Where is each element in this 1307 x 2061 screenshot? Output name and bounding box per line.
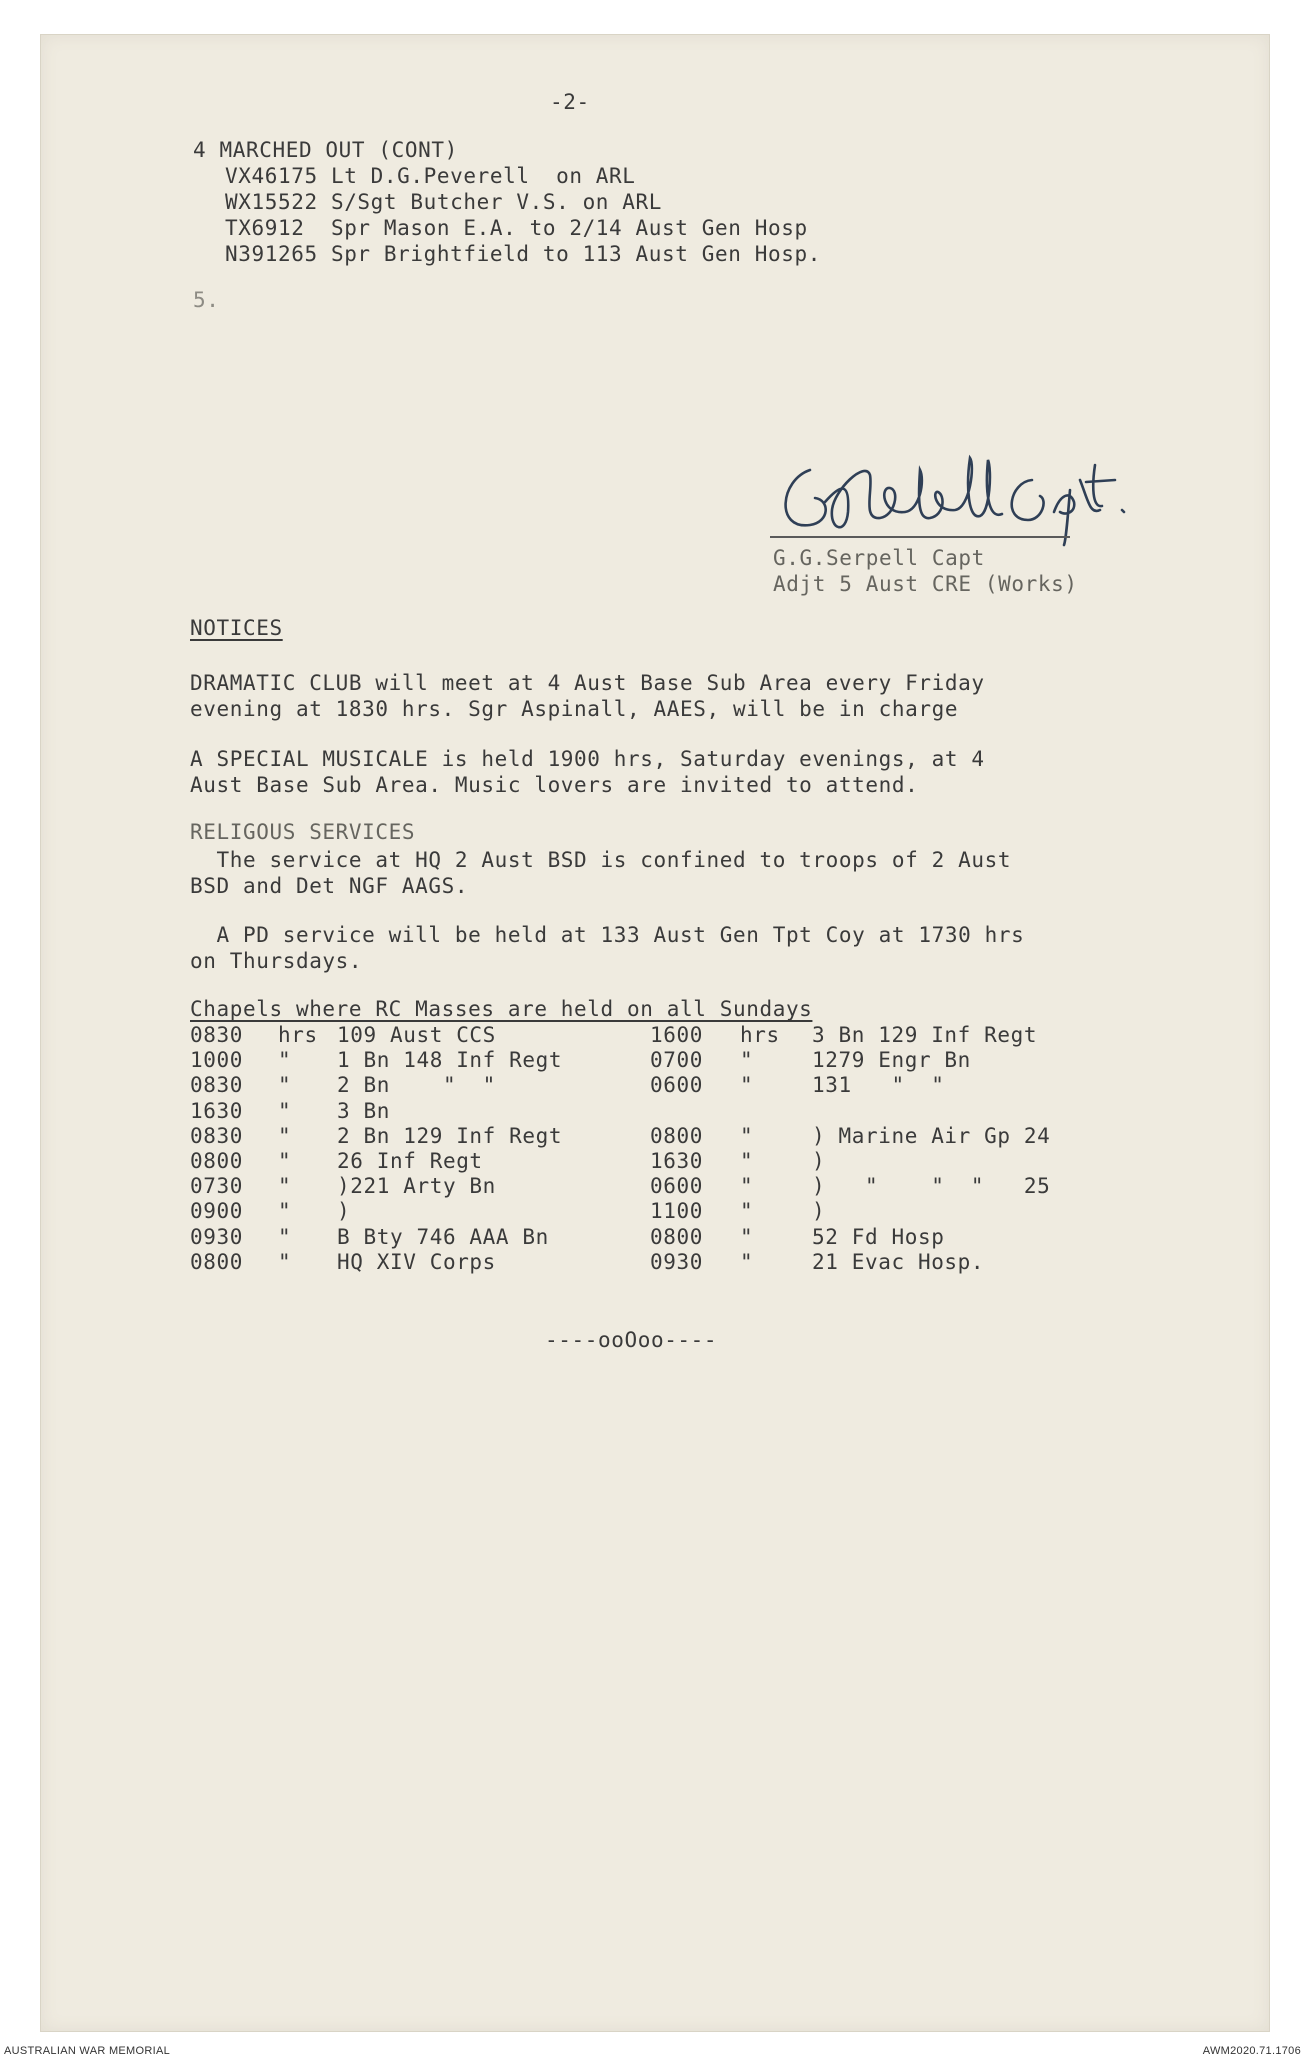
chapel-unit-cell: hrs	[278, 1023, 318, 1047]
chapel-place-cell: )	[812, 1149, 826, 1173]
dramatic-club-line: evening at 1830 hrs. Sgr Aspinall, AAES, will be in charge	[190, 697, 959, 721]
notices-heading: NOTICES	[190, 616, 283, 640]
chapel-place-cell: B Bty 746 AAA Bn	[337, 1224, 549, 1249]
religious-line: The service at HQ 2 Aust BSD is confined to troops of 2 Aust	[190, 848, 1012, 872]
musicale-line: Aust Base Sub Area. Music lovers are invited to attend.	[190, 773, 919, 797]
chapel-place-cell: HQ XIV Corps	[337, 1249, 496, 1274]
chapel-unit-cell: "	[278, 1073, 292, 1098]
chapel-time-cell: 0830	[190, 1123, 243, 1148]
musicale-line: A SPECIAL MUSICALE is held 1900 hrs, Saturday evenings, at 4	[190, 747, 985, 771]
footer-credit: AUSTRALIAN WAR MEMORIAL	[4, 2045, 171, 2057]
chapel-unit-cell: "	[278, 1123, 292, 1148]
chapel-place-cell: 26 Inf Regt	[337, 1149, 483, 1173]
chapel-unit-cell: "	[278, 1098, 292, 1123]
chapel-unit-cell: "	[278, 1199, 292, 1224]
chapel-unit-cell: "	[740, 1199, 754, 1224]
chapel-place-cell: ) Marine Air Gp 24	[812, 1123, 1051, 1148]
chapel-unit-cell: "	[740, 1149, 754, 1173]
chapel-place-cell: 109 Aust CCS	[337, 1023, 496, 1047]
chapel-time-cell: 1600	[650, 1023, 703, 1047]
chapel-place-cell: ) " " " 25	[812, 1174, 1051, 1199]
religious-heading: RELIGOUS SERVICES	[190, 820, 416, 844]
item-5-number: 5.	[193, 288, 220, 312]
signatory-title: Adjt 5 Aust CRE (Works)	[773, 572, 1078, 596]
page-number: -2-	[550, 90, 590, 114]
chapel-time-cell: 0600	[650, 1174, 703, 1199]
religious-line: BSD and Det NGF AAGS.	[190, 874, 469, 898]
chapel-unit-cell: "	[740, 1249, 754, 1274]
chapel-time-cell: 0700	[650, 1048, 703, 1073]
pd-service-line: A PD service will be held at 133 Aust Gen Tpt Coy at 1730 hrs	[190, 923, 1025, 947]
marched-out-line: TX6912 Spr Mason E.A. to 2/14 Aust Gen Hosp	[225, 216, 808, 240]
handwritten-signature	[770, 440, 1190, 550]
chapel-unit-cell: "	[278, 1249, 292, 1274]
end-mark: ----ooOoo----	[545, 1328, 718, 1352]
dramatic-club-line: DRAMATIC CLUB will meet at 4 Aust Base Sub Area every Friday	[190, 671, 985, 695]
chapel-time-cell: 1100	[650, 1199, 703, 1224]
marched-out-line: VX46175 Lt D.G.Peverell on ARL	[225, 164, 636, 188]
chapel-time-cell: 0900	[190, 1199, 243, 1224]
chapel-unit-cell: "	[740, 1224, 754, 1249]
marched-out-heading: 4 MARCHED OUT (CONT)	[193, 138, 458, 162]
chapel-place-cell: 2 Bn 129 Inf Regt	[337, 1123, 563, 1148]
marched-out-line: WX15522 S/Sgt Butcher V.S. on ARL	[225, 190, 663, 214]
chapel-unit-cell: "	[740, 1048, 754, 1073]
chapel-place-cell: )	[337, 1199, 351, 1224]
chapel-unit-cell: "	[278, 1048, 292, 1073]
chapel-place-cell: 1279 Engr Bn	[812, 1048, 971, 1073]
chapel-time-cell: 0830	[190, 1073, 243, 1098]
chapel-place-cell: 3 Bn	[337, 1098, 390, 1123]
chapel-time-cell: 0800	[190, 1149, 243, 1173]
chapel-place-cell: )221 Arty Bn	[337, 1174, 496, 1199]
chapel-time-cell: 0800	[190, 1249, 243, 1274]
pd-service-line: on Thursdays.	[190, 949, 363, 973]
chapel-unit-cell: "	[278, 1149, 292, 1173]
chapel-time-cell: 1630	[190, 1098, 243, 1123]
chapel-time-cell: 0930	[190, 1224, 243, 1249]
chapel-place-cell: 52 Fd Hosp	[812, 1224, 945, 1249]
signatory-name: G.G.Serpell Capt	[773, 546, 985, 570]
chapel-place-cell: 1 Bn 148 Inf Regt	[337, 1048, 563, 1073]
chapel-unit-cell: "	[740, 1174, 754, 1199]
chapel-time-cell: 0730	[190, 1174, 243, 1199]
chapel-place-cell: 21 Evac Hosp.	[812, 1249, 985, 1274]
footer-accession-number: AWM2020.71.1706	[1202, 2045, 1301, 2057]
chapel-time-cell: 0800	[650, 1123, 703, 1148]
chapel-time-cell: 0800	[650, 1224, 703, 1249]
chapel-unit-cell: "	[740, 1073, 754, 1098]
chapel-time-cell: 0830	[190, 1023, 243, 1047]
marched-out-line: N391265 Spr Brightfield to 113 Aust Gen Hosp.	[225, 242, 821, 266]
chapel-unit-cell: "	[278, 1224, 292, 1249]
chapel-unit-cell: "	[278, 1174, 292, 1199]
signature-line	[770, 536, 1070, 538]
chapel-time-cell: 0930	[650, 1249, 703, 1274]
chapel-time-cell: 1630	[650, 1149, 703, 1173]
chapel-time-cell: 1000	[190, 1048, 243, 1073]
chapel-place-cell: 3 Bn 129 Inf Regt	[812, 1023, 1038, 1047]
chapel-place-cell: 131 " "	[812, 1073, 945, 1098]
chapel-time-cell: 0600	[650, 1073, 703, 1098]
chapel-unit-cell: "	[740, 1123, 754, 1148]
chapel-place-cell: 2 Bn " "	[337, 1073, 496, 1098]
chapel-unit-cell: hrs	[740, 1023, 780, 1047]
chapels-heading: Chapels where RC Masses are held on all Sundays	[190, 997, 813, 1021]
chapel-place-cell: )	[812, 1199, 826, 1224]
